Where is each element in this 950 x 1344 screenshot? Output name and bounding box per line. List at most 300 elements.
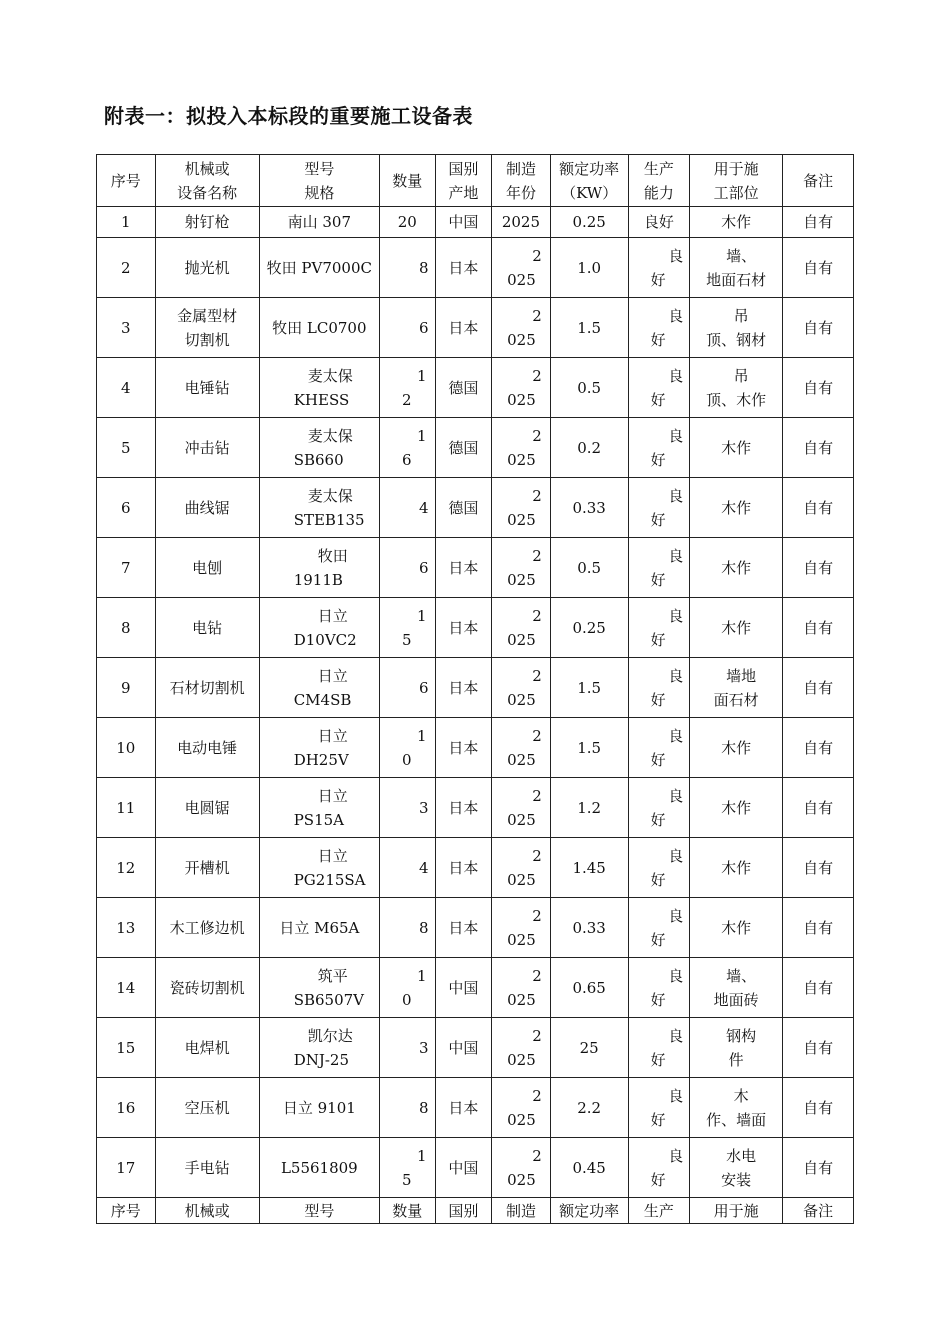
cell-year-line: 025 [507, 1050, 536, 1069]
cell-remark: 自有 [783, 1078, 854, 1138]
cell-use-line: 木作 [721, 798, 752, 817]
cell-model-line: SB6507V [293, 990, 365, 1009]
cell-qty-line: 6 [401, 450, 412, 469]
table-row [97, 207, 854, 238]
cell-qty-line: 1 [417, 726, 427, 745]
cell-use-line: 木作 [721, 918, 752, 937]
page-title: 附表一：拟投入本标段的重要施工设备表 [104, 104, 473, 128]
cell-model-line: 1911B [293, 570, 343, 589]
cell-use-line: 吊 [733, 366, 749, 385]
cell-power: 1.45 [550, 838, 628, 898]
cell-seq: 12 [97, 838, 156, 898]
cell-power: 0.45 [550, 1138, 628, 1198]
cell-name-line: 金属型材 [177, 306, 238, 325]
table-row [97, 898, 854, 958]
cell-model [259, 1078, 379, 1138]
cell-qty-line: 4 [419, 858, 429, 877]
cell-use [690, 898, 783, 958]
cell-remark: 自有 [783, 778, 854, 838]
cell-capacity-line: 良 [668, 906, 684, 925]
cell-name [155, 478, 259, 538]
header-name [155, 155, 259, 207]
header-year [492, 155, 551, 207]
cell-capacity-line: 好 [650, 270, 666, 289]
cell-remark: 自有 [783, 658, 854, 718]
cell-model-line: 麦太保 [307, 486, 353, 505]
cell-model-line: 牧田 PV7000C [266, 258, 373, 277]
cell-power: 0.65 [550, 958, 628, 1018]
cell-name-line: 手电钻 [184, 1158, 230, 1177]
header-power [550, 155, 628, 207]
cell-use-line: 顶、木作 [706, 390, 767, 409]
header-country-line: 产地 [448, 183, 479, 202]
cell-use-line: 木作 [721, 558, 752, 577]
cell-model [259, 958, 379, 1018]
cell-qty [379, 598, 435, 658]
cell-capacity-line: 好 [650, 1170, 666, 1189]
cell-year-line: 2 [532, 546, 542, 565]
cell-year-line: 2 [532, 606, 542, 625]
cell-year-line: 2 [532, 1026, 542, 1045]
cell-use [690, 538, 783, 598]
cell-qty-line: 1 [417, 606, 427, 625]
cell-qty [379, 718, 435, 778]
cell-qty-line: 5 [401, 1170, 412, 1189]
cell-model [259, 598, 379, 658]
cell-name [155, 238, 259, 298]
cell-name-line: 木工修边机 [169, 918, 245, 937]
cell-name [155, 718, 259, 778]
cell-power: 1.5 [550, 658, 628, 718]
cell-year [492, 1078, 551, 1138]
cell-capacity [628, 598, 690, 658]
table-row [97, 538, 854, 598]
cell-use [690, 958, 783, 1018]
cell-year-line: 025 [507, 450, 536, 469]
cell-name-line: 抛光机 [184, 258, 230, 277]
cell-year-line: 2 [532, 966, 542, 985]
cell-capacity-line: 良 [668, 1086, 684, 1105]
cell-remark: 自有 [783, 207, 854, 238]
cell-use [690, 718, 783, 778]
cell-seq: 15 [97, 1018, 156, 1078]
cell-model-line: 牧田 [317, 546, 348, 565]
cell-use-line: 吊 [733, 306, 749, 325]
cell-power: 1.0 [550, 238, 628, 298]
cell-seq: 7 [97, 538, 156, 598]
header-qty-line: 数量 [392, 171, 423, 190]
cell-qty-line: 8 [419, 918, 429, 937]
cell-country: 日本 [435, 598, 492, 658]
table-row [97, 478, 854, 538]
cell-capacity-line: 好 [650, 1110, 666, 1129]
table-row [97, 298, 854, 358]
table-row [97, 418, 854, 478]
cell-use [690, 298, 783, 358]
cell-capacity-line: 好 [650, 990, 666, 1009]
cell-name-line: 电钻 [192, 618, 223, 637]
cell-name [155, 958, 259, 1018]
cell-model-line: D10VC2 [293, 630, 357, 649]
cell-year-line: 025 [507, 870, 536, 889]
cell-model-line: PS15A [293, 810, 344, 829]
cell-use [690, 778, 783, 838]
footer-header-cell: 生产 [628, 1198, 690, 1224]
cell-use [690, 1078, 783, 1138]
cell-model-line: CM4SB [293, 690, 352, 709]
cell-model-line: PG215SA [293, 870, 366, 889]
cell-year-line: 2 [532, 846, 542, 865]
table-row [97, 598, 854, 658]
cell-capacity [628, 298, 690, 358]
cell-capacity-line: 良 [668, 1146, 684, 1165]
cell-year [492, 718, 551, 778]
cell-model-line: 日立 [317, 846, 348, 865]
cell-capacity [628, 898, 690, 958]
cell-name-line: 电圆锯 [184, 798, 230, 817]
cell-capacity-line: 好 [650, 570, 666, 589]
cell-qty [379, 1078, 435, 1138]
cell-capacity-line: 好 [650, 450, 666, 469]
cell-year [492, 418, 551, 478]
cell-name [155, 538, 259, 598]
cell-capacity [628, 207, 690, 238]
cell-capacity-line: 良 [668, 666, 684, 685]
cell-year [492, 838, 551, 898]
cell-year-line: 2025 [501, 213, 541, 231]
cell-qty-line: 8 [419, 1098, 429, 1117]
cell-power: 0.5 [550, 538, 628, 598]
cell-qty-line: 5 [401, 630, 412, 649]
header-seq [97, 155, 156, 207]
cell-year-line: 025 [507, 270, 536, 289]
cell-year-line: 2 [532, 246, 542, 265]
cell-use [690, 478, 783, 538]
cell-use-line: 墙地 [726, 666, 757, 685]
cell-year-line: 2 [532, 726, 542, 745]
cell-year [492, 358, 551, 418]
cell-model [259, 718, 379, 778]
cell-model [259, 358, 379, 418]
cell-remark: 自有 [783, 418, 854, 478]
cell-country: 日本 [435, 1078, 492, 1138]
cell-remark: 自有 [783, 478, 854, 538]
cell-year [492, 898, 551, 958]
cell-remark: 自有 [783, 718, 854, 778]
cell-qty-line: 3 [419, 1038, 429, 1057]
cell-year [492, 207, 551, 238]
header-capacity-line: 生产 [643, 159, 674, 178]
footer-header-cell: 数量 [379, 1198, 435, 1224]
cell-name [155, 207, 259, 238]
cell-use [690, 238, 783, 298]
cell-year [492, 238, 551, 298]
header-seq-line: 序号 [110, 171, 141, 190]
cell-capacity-line: 良 [668, 846, 684, 865]
table-row [97, 838, 854, 898]
cell-year-line: 2 [532, 366, 542, 385]
cell-name-line: 电锤钻 [184, 378, 230, 397]
cell-use-line: 木作 [721, 858, 752, 877]
cell-name-line: 空压机 [184, 1098, 230, 1117]
cell-model [259, 898, 379, 958]
cell-model-line: 日立 [317, 786, 348, 805]
cell-capacity-line: 良 [668, 546, 684, 565]
cell-qty [379, 478, 435, 538]
cell-model-line: 麦太保 [307, 426, 353, 445]
cell-name-line: 开槽机 [184, 858, 230, 877]
header-model-line: 型号 [304, 159, 335, 178]
cell-remark: 自有 [783, 958, 854, 1018]
cell-name [155, 598, 259, 658]
cell-model [259, 538, 379, 598]
cell-use [690, 838, 783, 898]
cell-capacity-line: 好 [650, 1050, 666, 1069]
cell-year-line: 025 [507, 570, 536, 589]
cell-qty-line: 4 [419, 498, 429, 517]
cell-use-line: 地面石材 [706, 270, 767, 289]
cell-capacity-line: 好 [650, 690, 666, 709]
cell-capacity [628, 658, 690, 718]
cell-capacity [628, 1018, 690, 1078]
header-use [690, 155, 783, 207]
cell-remark: 自有 [783, 238, 854, 298]
cell-year-line: 025 [507, 930, 536, 949]
cell-model-line: L5561809 [280, 1158, 358, 1177]
cell-remark: 自有 [783, 598, 854, 658]
cell-seq: 5 [97, 418, 156, 478]
cell-use-line: 水电 [726, 1146, 757, 1165]
header-qty [379, 155, 435, 207]
cell-year [492, 538, 551, 598]
cell-remark: 自有 [783, 838, 854, 898]
cell-name [155, 298, 259, 358]
cell-model-line: 日立 [317, 666, 348, 685]
cell-seq: 9 [97, 658, 156, 718]
cell-qty-line: 1 [417, 366, 427, 385]
cell-country: 日本 [435, 778, 492, 838]
cell-qty [379, 958, 435, 1018]
cell-seq: 4 [97, 358, 156, 418]
cell-capacity-line: 好 [650, 510, 666, 529]
cell-use-line: 木作 [721, 498, 752, 517]
cell-power: 0.33 [550, 478, 628, 538]
cell-country: 日本 [435, 838, 492, 898]
cell-use [690, 1018, 783, 1078]
cell-model [259, 207, 379, 238]
cell-model [259, 1138, 379, 1198]
header-country [435, 155, 492, 207]
cell-capacity [628, 238, 690, 298]
cell-power: 1.2 [550, 778, 628, 838]
cell-name [155, 418, 259, 478]
cell-use-line: 木 [733, 1086, 749, 1105]
cell-qty [379, 207, 435, 238]
cell-qty [379, 838, 435, 898]
cell-qty-line: 6 [419, 558, 429, 577]
cell-use-line: 钢构 [726, 1026, 757, 1045]
cell-qty [379, 1138, 435, 1198]
cell-model-line: 麦太保 [307, 366, 353, 385]
table-header-row [97, 155, 854, 207]
equipment-table [96, 154, 854, 1224]
cell-model [259, 478, 379, 538]
cell-model-line: 日立 9101 [282, 1098, 356, 1117]
cell-year-line: 2 [532, 306, 542, 325]
cell-model [259, 238, 379, 298]
cell-capacity [628, 1078, 690, 1138]
cell-country: 中国 [435, 958, 492, 1018]
header-country-line: 国别 [448, 159, 479, 178]
cell-qty [379, 538, 435, 598]
cell-capacity-line: 良 [668, 486, 684, 505]
cell-qty [379, 298, 435, 358]
cell-year [492, 658, 551, 718]
cell-remark: 自有 [783, 358, 854, 418]
cell-year-line: 2 [532, 1146, 542, 1165]
cell-year [492, 298, 551, 358]
cell-capacity-line: 好 [650, 330, 666, 349]
cell-country: 日本 [435, 718, 492, 778]
cell-capacity-line: 好 [650, 930, 666, 949]
cell-use [690, 658, 783, 718]
table-row [97, 1138, 854, 1198]
cell-use-line: 木作 [721, 618, 752, 637]
cell-name-line: 石材切割机 [169, 678, 245, 697]
cell-model [259, 418, 379, 478]
footer-header-cell: 型号 [259, 1198, 379, 1224]
cell-seq: 13 [97, 898, 156, 958]
cell-qty [379, 1018, 435, 1078]
cell-model-line: DH25V [293, 750, 349, 769]
cell-year [492, 1138, 551, 1198]
cell-power: 1.5 [550, 298, 628, 358]
cell-qty-line: 6 [419, 318, 429, 337]
cell-name-line: 曲线锯 [184, 498, 230, 517]
cell-capacity [628, 478, 690, 538]
cell-name-line: 电动电锤 [177, 738, 238, 757]
cell-name [155, 1078, 259, 1138]
cell-country: 中国 [435, 1018, 492, 1078]
cell-seq: 1 [97, 207, 156, 238]
cell-use-line: 墙、 [726, 966, 757, 985]
footer-header-cell: 备注 [783, 1198, 854, 1224]
cell-year-line: 025 [507, 1110, 536, 1129]
cell-remark: 自有 [783, 538, 854, 598]
cell-use-line: 作、墙面 [706, 1110, 767, 1129]
cell-name-line: 冲击钻 [184, 438, 230, 457]
cell-capacity [628, 718, 690, 778]
header-remark [783, 155, 854, 207]
cell-model-line: 日立 M65A [279, 918, 360, 937]
cell-name-line: 瓷砖切割机 [169, 978, 245, 997]
cell-power: 0.25 [550, 207, 628, 238]
cell-seq: 6 [97, 478, 156, 538]
header-capacity [628, 155, 690, 207]
cell-remark: 自有 [783, 1138, 854, 1198]
header-power-line: 额定功率 [559, 159, 620, 178]
cell-remark: 自有 [783, 1018, 854, 1078]
cell-use-line: 面石材 [713, 690, 759, 709]
cell-capacity-line: 良 [668, 1026, 684, 1045]
cell-qty-line: 1 [417, 966, 427, 985]
cell-country: 德国 [435, 358, 492, 418]
cell-year [492, 478, 551, 538]
cell-capacity-line: 良 [668, 726, 684, 745]
footer-header-cell: 用于施 [690, 1198, 783, 1224]
cell-year-line: 2 [532, 666, 542, 685]
cell-qty-line: 1 [417, 1146, 427, 1165]
cell-power: 0.25 [550, 598, 628, 658]
cell-qty-line: 3 [419, 798, 429, 817]
header-name-line: 机械或 [184, 159, 230, 178]
cell-qty [379, 658, 435, 718]
cell-remark: 自有 [783, 898, 854, 958]
cell-power: 1.5 [550, 718, 628, 778]
footer-header-cell: 制造 [492, 1198, 551, 1224]
table-row [97, 658, 854, 718]
table-header-row-repeat [97, 1198, 854, 1224]
cell-model [259, 838, 379, 898]
cell-capacity [628, 1138, 690, 1198]
cell-name-line: 射钉枪 [184, 213, 230, 231]
footer-header-cell: 机械或 [155, 1198, 259, 1224]
cell-country: 日本 [435, 658, 492, 718]
cell-year-line: 025 [507, 1170, 536, 1189]
cell-power: 25 [550, 1018, 628, 1078]
cell-capacity [628, 538, 690, 598]
cell-use [690, 598, 783, 658]
cell-power: 0.33 [550, 898, 628, 958]
cell-capacity-line: 良 [668, 426, 684, 445]
cell-use-line: 木作 [721, 438, 752, 457]
cell-model-line: 南山 307 [287, 213, 352, 231]
cell-year [492, 958, 551, 1018]
cell-name [155, 358, 259, 418]
cell-capacity-line: 良好 [643, 213, 674, 231]
cell-remark: 自有 [783, 298, 854, 358]
header-capacity-line: 能力 [643, 183, 674, 202]
cell-qty-line: 2 [401, 390, 412, 409]
cell-year [492, 778, 551, 838]
cell-capacity-line: 良 [668, 966, 684, 985]
cell-seq: 3 [97, 298, 156, 358]
cell-year [492, 598, 551, 658]
cell-year-line: 025 [507, 510, 536, 529]
cell-seq: 14 [97, 958, 156, 1018]
cell-capacity [628, 418, 690, 478]
table-row [97, 358, 854, 418]
table-row [97, 1018, 854, 1078]
cell-capacity-line: 良 [668, 366, 684, 385]
cell-qty [379, 418, 435, 478]
cell-year-line: 025 [507, 630, 536, 649]
cell-year-line: 025 [507, 750, 536, 769]
cell-name [155, 778, 259, 838]
header-name-line: 设备名称 [177, 183, 238, 202]
cell-name [155, 898, 259, 958]
cell-qty-line: 0 [401, 750, 412, 769]
cell-qty-line: 20 [397, 213, 417, 231]
cell-year-line: 2 [532, 1086, 542, 1105]
cell-year [492, 1018, 551, 1078]
cell-use-line: 木作 [721, 213, 752, 231]
cell-model-line: 日立 [317, 726, 348, 745]
cell-use-line: 木作 [721, 738, 752, 757]
cell-capacity-line: 良 [668, 786, 684, 805]
table-row [97, 238, 854, 298]
cell-country: 日本 [435, 538, 492, 598]
